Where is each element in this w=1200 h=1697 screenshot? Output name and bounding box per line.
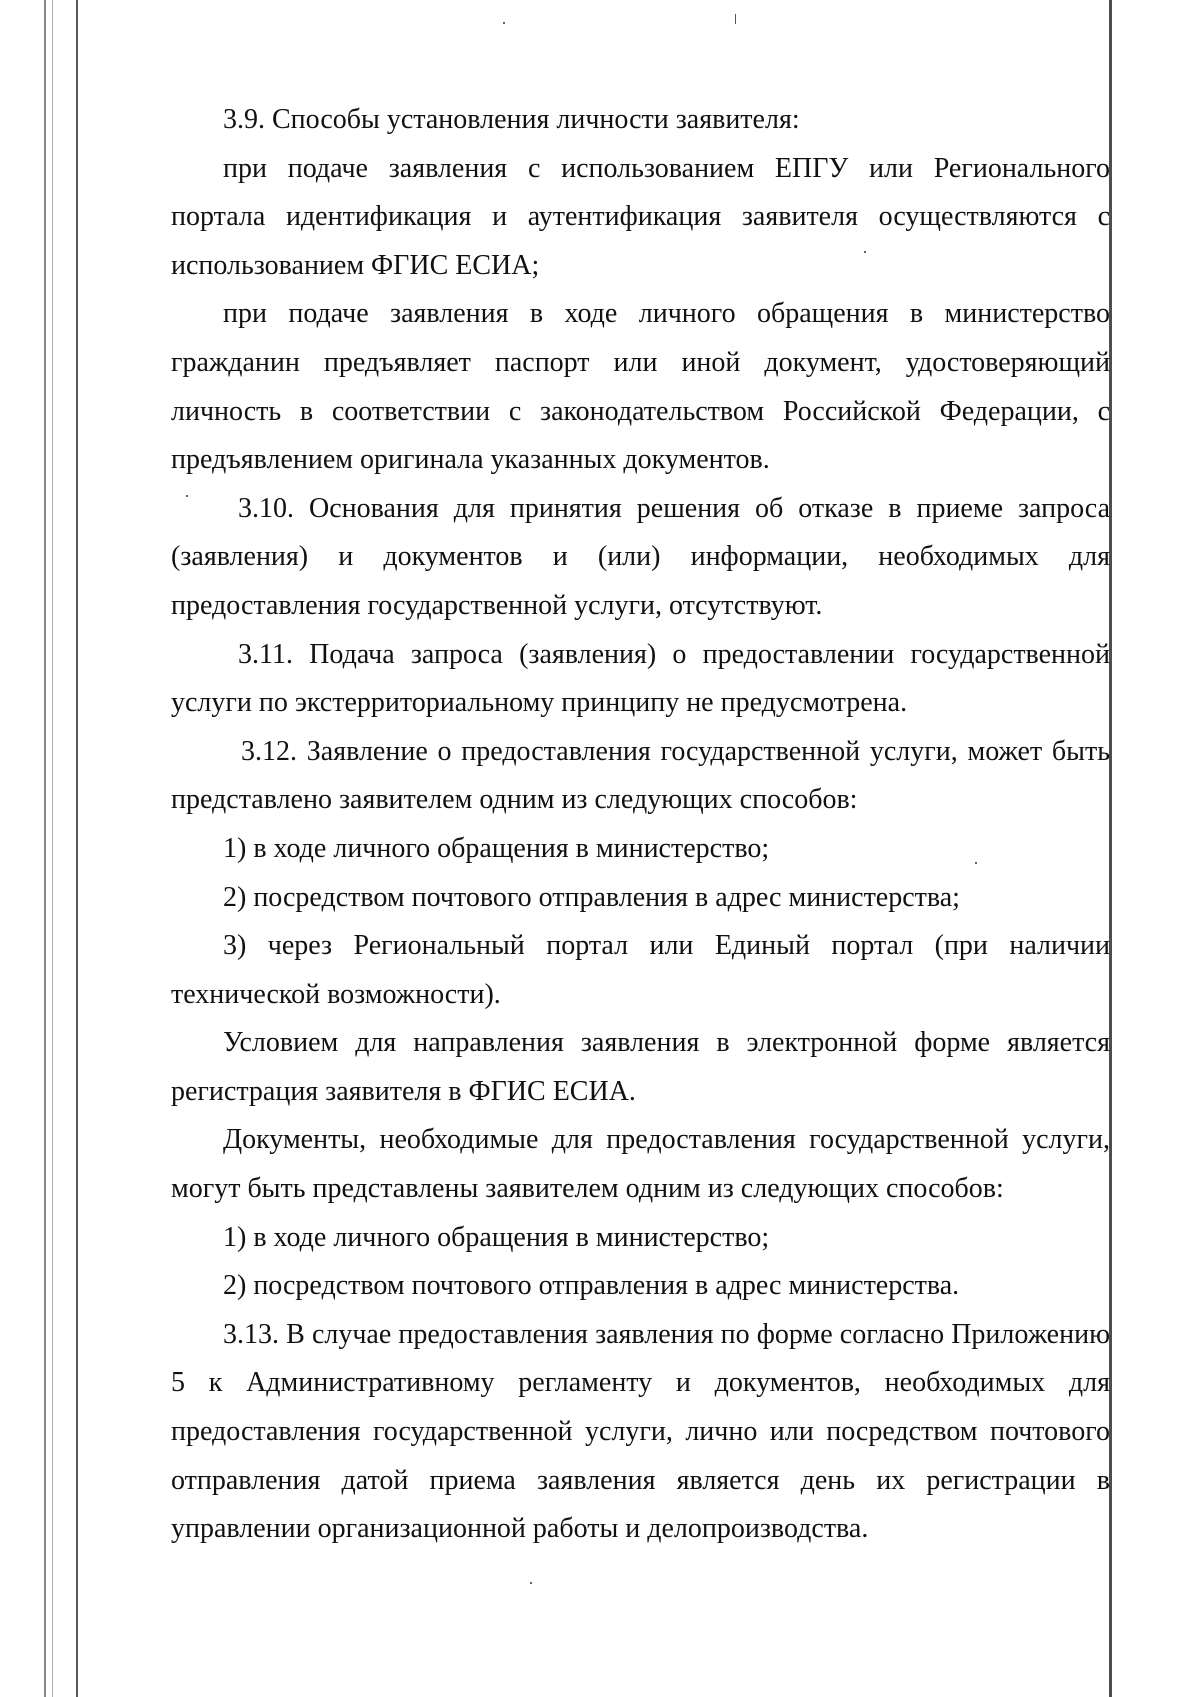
- scan-speck: [503, 22, 505, 24]
- scan-edge-line: [76, 0, 78, 1697]
- paragraph-3-9-heading: 3.9. Способы установления личности заявителя:: [223, 104, 800, 135]
- list-item-1: 1) в ходе личного обращения в министерство;: [223, 1221, 770, 1253]
- scan-edge-line: [52, 0, 53, 1697]
- paragraph-documents-submission: Документы, необходимые для предоставления государственной услуги, могут быть представлены заявителем одним из следующих способов:: [171, 1124, 1110, 1205]
- paragraph-3-12: 3.12. Заявление о предоставления государственной услуги, может быть представлено заявителем одним из следующих способов:: [171, 735, 1110, 816]
- paragraph-3-11: 3.11. Подача запроса (заявления) о предоставлении государственной услуги по экстерриториальному принципу не предусмотрена.: [171, 638, 1110, 719]
- paragraph-electronic-form-condition: Условием для направления заявления в электронной форме является регистрация заявителя в ФГИС ЕСИА.: [171, 1027, 1110, 1107]
- paragraph-3-13: 3.13. В случае предоставления заявления по форме согласно Приложению 5 к Административному регламенту и документов, необходимых для предоставления государственной услуги, лично или посредством почтового отправления датой приема заявления является день их регистрации в управлении организационной работы и делопроизводства.: [171, 1318, 1110, 1545]
- list-item-1: 1) в ходе личного обращения в министерство;: [223, 832, 770, 864]
- scan-edge-line: [44, 0, 46, 1697]
- list-item-2: 2) посредством почтового отправления в адрес министерства.: [223, 1270, 960, 1302]
- list-item-3: 3) через Региональный портал или Единый портал (при наличии технической возможности).: [171, 930, 1110, 1010]
- paragraph-personal-visit-passport: при подаче заявления в ходе личного обращения в министерство гражданин предъявляет паспорт или иной документ, удостоверяющий личность в соответствии с законодательством Российской Федерации, с предъявлением оригинала указанных документов.: [171, 298, 1110, 476]
- scan-speck: [735, 14, 736, 24]
- paragraph-3-10: 3.10. Основания для принятия решения об отказе в приеме запроса (заявления) и документов и (или) информации, необходимых для предоставления государственной услуги, отсутствуют.: [171, 492, 1110, 621]
- paragraph-epgu-identification: при подаче заявления с использованием ЕПГУ или Регионального портала идентификация и аутентификация заявителя осуществляются с использованием ФГИС ЕСИА;: [171, 152, 1110, 281]
- list-item-2: 2) посредством почтового отправления в адрес министерства;: [223, 881, 960, 913]
- document-body: [171, 96, 1110, 1554]
- scan-speck: [530, 1582, 532, 1584]
